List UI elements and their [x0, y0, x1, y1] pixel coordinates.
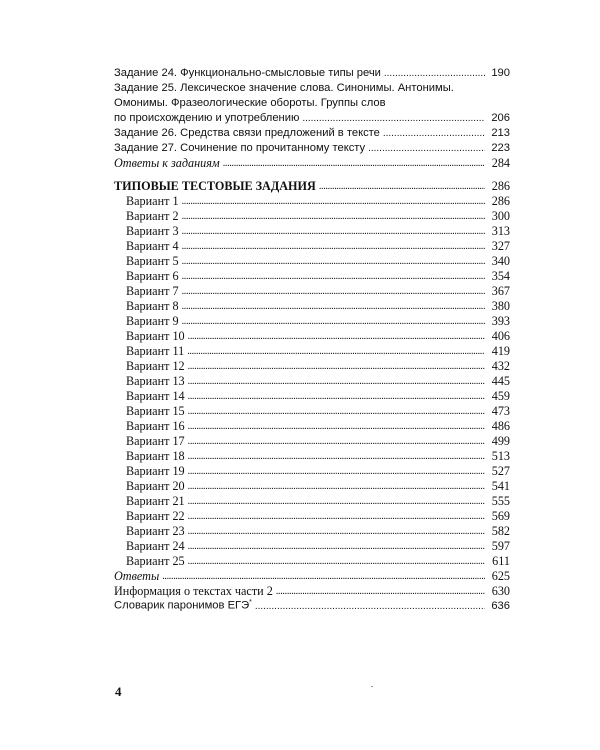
toc-entry-label: Вариант 25: [126, 554, 185, 568]
toc-entry-page: 527: [491, 464, 510, 478]
toc-entry-label: Вариант 5: [126, 254, 179, 268]
toc-entry-variant: [114, 434, 510, 449]
toc-entry-task-24: [114, 66, 510, 81]
toc-entry-page: 367: [491, 284, 510, 298]
toc-entry-variant: [114, 194, 510, 209]
toc-entry-variant: [114, 359, 510, 374]
toc-entry-label: Задание 27. Сочинение по прочитанному тексту: [114, 142, 366, 154]
variant-list: [114, 194, 510, 569]
toc-entry-label: Вариант 8: [126, 299, 179, 313]
toc-entry-answers-to-tasks: [114, 156, 510, 171]
toc-entry-page: 340: [491, 254, 510, 268]
toc-entry-label: Вариант 24: [126, 539, 185, 553]
toc-entry-label-text: Словарик паронимов ЕГЭ: [114, 600, 250, 612]
toc-entry-page: 327: [491, 239, 510, 253]
toc-entry-label: Вариант 12: [126, 359, 185, 373]
toc-entry-label-line: по происхождению и употреблению: [114, 112, 300, 124]
toc-entry-label: Вариант 11: [126, 344, 185, 358]
dot-leader: [188, 404, 485, 419]
toc-entry-task-25: [114, 81, 510, 126]
toc-entry-page: 223: [491, 142, 510, 154]
toc-entry-task-27: [114, 141, 510, 156]
toc-entry-page: 597: [491, 539, 510, 553]
toc-section-label: ТИПОВЫЕ ТЕСТОВЫЕ ЗАДАНИЯ: [114, 179, 316, 193]
toc-section-heading: [114, 179, 510, 194]
toc-entry-label: Вариант 16: [126, 419, 185, 433]
toc-entry-page: 555: [491, 494, 510, 508]
toc-entry-variant: [114, 389, 510, 404]
toc-entry-variant: [114, 314, 510, 329]
toc-entry-label: Вариант 9: [126, 314, 179, 328]
table-of-contents: [114, 66, 510, 614]
toc-entry-page: 513: [491, 449, 510, 463]
toc-entry-variant: [114, 509, 510, 524]
dot-leader: [188, 509, 485, 524]
dot-leader: [188, 539, 485, 554]
toc-entry-page: 190: [491, 67, 510, 79]
dot-leader: [182, 254, 485, 269]
toc-entry-label: Информация о текстах части 2: [114, 584, 273, 598]
dot-leader: [182, 299, 485, 314]
toc-entry-page: 286: [491, 194, 510, 208]
toc-entry-page: 473: [491, 404, 510, 418]
toc-entry-page: 541: [491, 479, 510, 493]
toc-entry-label: Задание 26. Средства связи предложений в тексте: [114, 127, 380, 139]
toc-entry-label: Вариант 20: [126, 479, 185, 493]
dot-leader: [188, 419, 485, 434]
dot-leader: [188, 464, 485, 479]
toc-entry-variant: [114, 239, 510, 254]
toc-entry-page: 459: [491, 389, 510, 403]
toc-entry-page: 393: [491, 314, 510, 328]
toc-entry-page: 380: [491, 299, 510, 313]
toc-entry-page: 625: [491, 569, 510, 583]
dot-leader: [368, 141, 485, 156]
toc-entry-label: Вариант 23: [126, 524, 185, 538]
toc-entry-variant: [114, 554, 510, 569]
dot-leader: [188, 479, 485, 494]
toc-entry-label: Задание 24. Функционально-смысловые типы речи: [114, 67, 381, 79]
toc-entry-variant: [114, 224, 510, 239]
dot-leader: [319, 179, 485, 194]
toc-entry-task-26: [114, 126, 510, 141]
toc-entry-page: 636: [491, 600, 510, 612]
toc-entry-label-line: Омонимы. Фразеологические обороты. Группы слов: [114, 97, 386, 109]
dot-leader: [188, 434, 485, 449]
toc-entry-label: Вариант 7: [126, 284, 179, 298]
dot-leader: [188, 359, 485, 374]
dot-leader: [182, 269, 485, 284]
toc-entry-page: 611: [492, 554, 510, 568]
toc-entry-variant: [114, 299, 510, 314]
toc-entry-page: 354: [491, 269, 510, 283]
dot-leader: [188, 374, 485, 389]
toc-entry-label: Вариант 4: [126, 239, 179, 253]
footnote-mark: *: [249, 599, 252, 607]
dot-leader: [182, 314, 485, 329]
toc-entry-variant: [114, 254, 510, 269]
toc-entry-page: 313: [491, 224, 510, 238]
dot-leader: [223, 156, 485, 171]
dot-leader: [383, 126, 485, 141]
dot-leader: [276, 584, 485, 599]
toc-entry-label: Ответы: [114, 569, 160, 583]
toc-entry-answers: [114, 569, 510, 584]
dot-leader: [187, 344, 485, 359]
page-number: 4: [115, 684, 122, 699]
toc-entry-paronyms-dictionary: [114, 599, 510, 614]
toc-entry-variant: [114, 479, 510, 494]
dot-leader: [162, 569, 485, 584]
toc-entry-variant: [114, 374, 510, 389]
toc-entry-variant: [114, 524, 510, 539]
toc-entry-label: Вариант 22: [126, 509, 185, 523]
toc-entry-label: Вариант 2: [126, 209, 179, 223]
toc-entry-page: 406: [491, 329, 510, 343]
toc-entry-label: Вариант 21: [126, 494, 185, 508]
toc-entry-variant: [114, 284, 510, 299]
toc-entry-page: 432: [491, 359, 510, 373]
toc-entry-page: 213: [491, 127, 510, 139]
toc-entry-variant: [114, 344, 510, 359]
dot-leader: [182, 284, 485, 299]
dot-leader: [188, 329, 485, 344]
toc-entry-page: 419: [491, 344, 510, 358]
toc-entry-label: Вариант 15: [126, 404, 185, 418]
dot-leader: [302, 111, 485, 126]
toc-entry-page: 286: [491, 179, 510, 193]
toc-entry-variant: [114, 464, 510, 479]
dot-leader: [188, 449, 485, 464]
toc-entry-label: Вариант 17: [126, 434, 185, 448]
toc-entry-variant: [114, 209, 510, 224]
print-speck: [371, 686, 373, 687]
dot-leader: [188, 554, 485, 569]
toc-entry-variant: [114, 329, 510, 344]
toc-entry-variant: [114, 539, 510, 554]
toc-entry-label: Вариант 6: [126, 269, 179, 283]
toc-entry-label: Вариант 1: [126, 194, 179, 208]
toc-entry-label-line: Задание 25. Лексическое значение слова. Синонимы. Антонимы.: [114, 82, 454, 94]
dot-leader: [255, 599, 485, 614]
toc-entry-page: 486: [491, 419, 510, 433]
toc-entry-label: Вариант 14: [126, 389, 185, 403]
toc-entry-variant: [114, 269, 510, 284]
dot-leader: [182, 224, 485, 239]
dot-leader: [182, 239, 485, 254]
toc-entry-page: 569: [491, 509, 510, 523]
dot-leader: [182, 194, 485, 209]
toc-entry-page: 300: [491, 209, 510, 223]
toc-entry-label: Вариант 19: [126, 464, 185, 478]
dot-leader: [188, 494, 485, 509]
dot-leader: [384, 66, 485, 81]
toc-entry-label: Ответы к заданиям: [114, 156, 220, 170]
toc-entry-label: Вариант 10: [126, 329, 185, 343]
toc-entry-variant: [114, 449, 510, 464]
toc-entry-label: Вариант 18: [126, 449, 185, 463]
toc-entry-page: 499: [491, 434, 510, 448]
dot-leader: [188, 389, 485, 404]
toc-entry-page: 582: [491, 524, 510, 538]
toc-entry-label: [114, 595, 252, 614]
dot-leader: [188, 524, 485, 539]
toc-entry-label: Вариант 3: [126, 224, 179, 238]
toc-entry-page: 206: [491, 112, 510, 124]
toc-entry-label: Вариант 13: [126, 374, 185, 388]
dot-leader: [182, 209, 485, 224]
toc-entry-variant: [114, 404, 510, 419]
toc-entry-variant: [114, 494, 510, 509]
toc-entry-variant: [114, 419, 510, 434]
toc-entry-page: 445: [491, 374, 510, 388]
toc-entry-page: 630: [491, 584, 510, 598]
toc-entry-page: 284: [491, 156, 510, 170]
